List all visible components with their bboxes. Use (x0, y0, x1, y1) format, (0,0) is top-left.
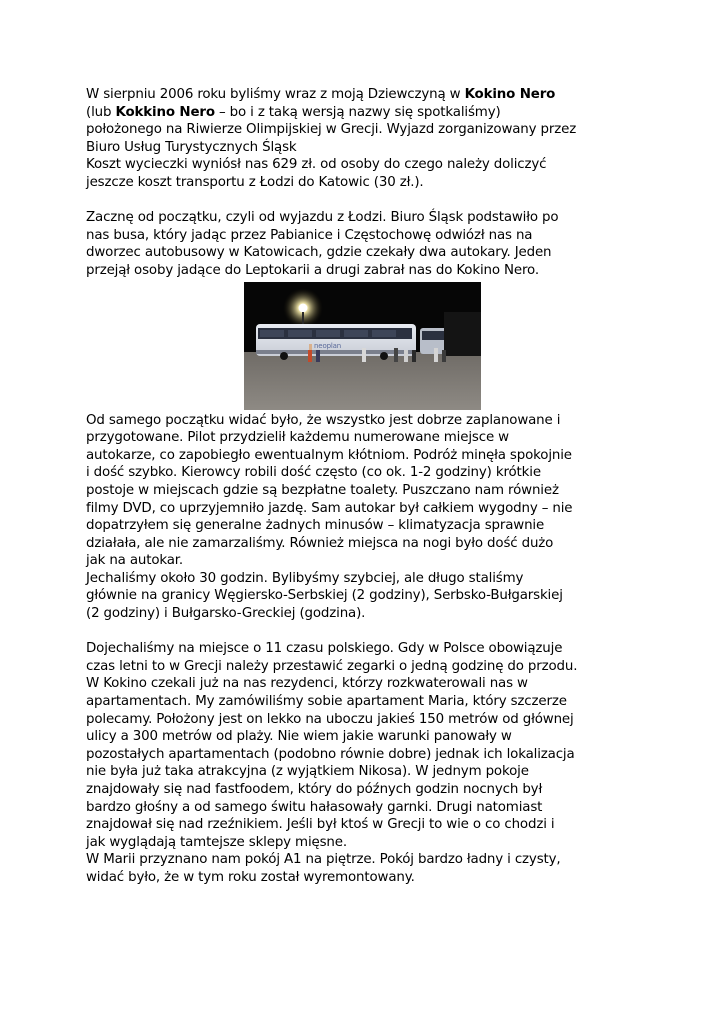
bus-night-photo (244, 282, 481, 410)
intro-text-3: – bo i z taką wersją nazwy się spotkaliśmy) położonego na Riwierze Olimpijskiej w Grecji. Wyjazd zorganizowany przez Biuro Usług Turystycznych Śląsk Koszt wycieczki wyniósł nas 629 zł. od osoby do czego należy doliczyć jeszcze koszt transportu z Łodzi do Katowic (30 zł.). (86, 104, 577, 190)
place-name-alt-bold: Kokkino Nero (115, 104, 215, 120)
paragraph-journey: Od samego początku widać było, że wszystko jest dobrze zaplanowane i przygotowane. Pilot przydzielił każdemu numerowane miejsce w autokarze, co zapobiegło ewentualnym kłótniom. Podróż minęła spokojnie i dość szybko. Kierowcy robili dość często (co ok. 1-2 godziny) krótkie postoje w miejscach gdzie są bezpłatne toalety. Puszczano nam również filmy DVD, co uprzyjemniło jazdę. Sam autokar był całkiem wygodny – nie dopatrzyłem się generalne żadnych minusów – klimatyzacja sprawnie działała, ale nie zamarzaliśmy. Również miejsca na nogi było dość dużo jak na autokar. Jechaliśmy około 30 godzin. Bylibyśmy szybciej, ale długo staliśmy głównie na granicy Węgiersko-Serbskiej (2 godziny), Serbsko-Bułgarskiej (2 godziny) i Bułgarsko-Greckiej (godzina). (86, 412, 573, 622)
place-name-bold: Kokino Nero (464, 87, 556, 102)
paragraph-intro (86, 86, 646, 192)
paragraph-departure: Zacznę od początku, czyli od wyjazdu z Łodzi. Biuro Śląsk podstawiło po nas busa, który jadąc przez Pabianice i Częstochowę odwiózł nas na dworzec autobusowy w Katowicach, gdzie czekały dwa autokary. Jeden przejął osoby jadące do Leptokarii a drugi zabrał nas do Kokino Nero. (86, 210, 559, 278)
intro-text-2: (lub (86, 104, 112, 120)
bus-logo-text: neoplan (314, 341, 342, 350)
paragraph-gap (86, 623, 646, 641)
paragraph-gap (86, 192, 646, 210)
intro-text-1: W sierpniu 2006 roku byliśmy wraz z moją Dziewczyną w (86, 87, 465, 102)
photo-container (86, 282, 646, 410)
paragraph-arrival: Dojechaliśmy na miejsce o 11 czasu polskiego. Gdy w Polsce obowiązuje czas letni to w Grecji należy przestawić zegarki o jedną godzinę do przodu. W Kokino czekali już na nas rezydenci, którzy rozkwaterowali nas w apartamentach. My zamówiliśmy sobie apartament Maria, który szczerze polecamy. Położony jest on lekko na uboczu jakieś 150 metrów od głównej ulicy a 300 metrów od plaży. Nie wiem jakie warunki panowały w pozostałych apartamentach (podobno równie dobre) jednak ich lokalizacja nie była już taka atrakcyjna (z wyjątkiem Nikosa). W jednym pokoje znajdowały się nad fastfoodem, który do późnych godzin nocnych był bardzo głośny a od samego świtu hałasowały garnki. Drugi natomiast znajdował się nad rzeźnikiem. Jeśli był ktoś w Grecji to wie o co chodzi i jak wyglądają tamtejsze sklepy mięsne. W Marii przyznano nam pokój A1 na piętrze. Pokój bardzo ładny i czysty, widać było, że w tym roku został wyremontowany. (86, 641, 578, 885)
document-page (86, 86, 646, 887)
